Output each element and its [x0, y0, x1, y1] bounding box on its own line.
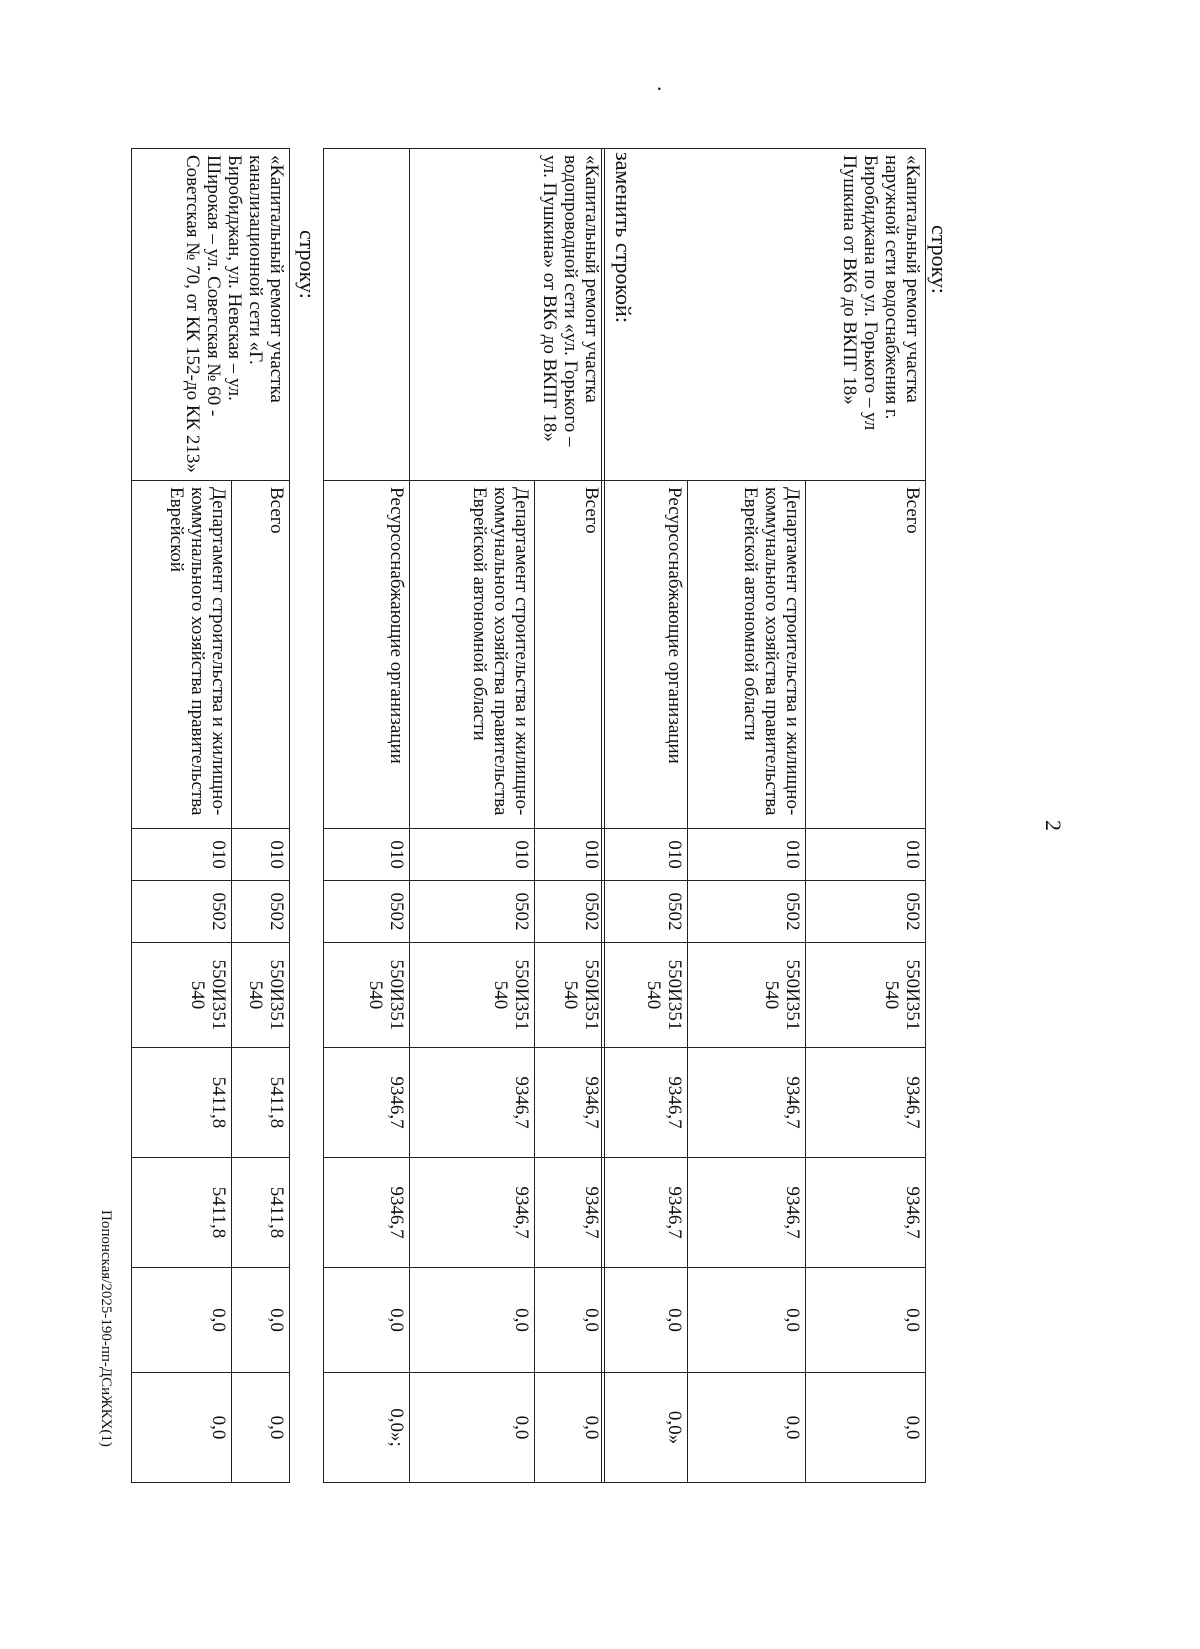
grbs-cell: 010	[602, 829, 688, 881]
executor-cell: Департамент строительства и жилищно-коммунального хозяйства правительства Еврейской автономной области	[410, 481, 535, 829]
rzpr-cell: 0502	[410, 881, 535, 943]
amount-cell: 0,0	[132, 1268, 232, 1373]
amount-cell: 9346,7	[688, 1048, 806, 1158]
amount-cell: 9346,7	[410, 1158, 535, 1268]
amount-cell: 0,0	[602, 1268, 688, 1373]
grbs-cell: 010	[132, 829, 232, 881]
executor-cell: Всего	[232, 481, 290, 829]
csr-cell: 550И351 540	[535, 943, 605, 1048]
amount-cell: 5411,8	[132, 1048, 232, 1158]
executor-cell: Всего	[535, 481, 605, 829]
rzpr-cell: 0502	[324, 881, 410, 943]
amount-cell: 0,0	[688, 1373, 806, 1483]
section-caption-3: строку:	[295, 230, 320, 299]
rzpr-cell: 0502	[688, 881, 806, 943]
table-row	[806, 149, 926, 1483]
grbs-cell: 010	[324, 829, 410, 881]
amount-cell: 9346,7	[410, 1048, 535, 1158]
amount-cell: 0,0	[535, 1268, 605, 1373]
rzpr-cell: 0502	[806, 881, 926, 943]
csr-cell: 550И351 540	[806, 943, 926, 1048]
amount-cell: 0,0	[410, 1268, 535, 1373]
amount-cell: 9346,7	[602, 1158, 688, 1268]
budget-table-1	[601, 148, 926, 1483]
amount-cell: 9346,7	[535, 1158, 605, 1268]
executor-cell: Ресурсоснабжающие организации	[602, 481, 688, 829]
grbs-cell: 010	[535, 829, 605, 881]
amount-cell: 0,0	[410, 1373, 535, 1483]
rzpr-cell: 0502	[602, 881, 688, 943]
table-row	[232, 149, 290, 1483]
csr-cell: 550И351 540	[688, 943, 806, 1048]
measure-name-cell: «Капитальный ремонт участка наружной сети водоснабжения г. Биробиджана по ул. Горького – ул Пушкина от ВК6 до ВКПГ 18»	[602, 149, 926, 481]
amount-cell: 5411,8	[232, 1158, 290, 1268]
amount-cell: 0,0	[132, 1373, 232, 1483]
amount-cell: 0,0	[324, 1268, 410, 1373]
amount-cell: 0,0	[688, 1268, 806, 1373]
table-row	[324, 149, 410, 1483]
rzpr-cell: 0502	[232, 881, 290, 943]
amount-cell: 0,0	[806, 1268, 926, 1373]
amount-cell: 0,0	[535, 1373, 605, 1483]
amount-cell: 9346,7	[324, 1158, 410, 1268]
csr-cell: 550И351 540	[232, 943, 290, 1048]
measure-name-cell: «Капитальный ремонт участка канализационной сети «Г. Биробиджан, ул. Невская – ул. Широкая – ул. Советская № 60 - Советская № 70, от КК 152-до КК 213»	[132, 149, 290, 481]
budget-table-3	[131, 148, 290, 1483]
amount-cell: 0,0	[806, 1373, 926, 1483]
grbs-cell: 010	[410, 829, 535, 881]
amount-cell: 0,0»;	[324, 1373, 410, 1483]
grbs-cell: 010	[806, 829, 926, 881]
executor-cell: Департамент строительства и жилищно-коммунального хозяйства правительства Еврейской автономной области	[688, 481, 806, 829]
amount-cell: 5411,8	[132, 1158, 232, 1268]
amount-cell: 9346,7	[535, 1048, 605, 1158]
rzpr-cell: 0502	[535, 881, 605, 943]
amount-cell: 9346,7	[806, 1048, 926, 1158]
amount-cell: 5411,8	[232, 1048, 290, 1158]
amount-cell: 9346,7	[602, 1048, 688, 1158]
section-caption-1: строку:	[927, 225, 952, 294]
budget-table-2	[323, 148, 605, 1483]
csr-cell: 550И351 540	[132, 943, 232, 1048]
amount-cell: 9346,7	[806, 1158, 926, 1268]
csr-cell: 550И351 540	[324, 943, 410, 1048]
executor-cell: Департамент строительства и жилищно-коммунального хозяйства правительства Еврейской	[132, 481, 232, 829]
csr-cell: 550И351 540	[410, 943, 535, 1048]
amount-cell: 0,0»	[602, 1373, 688, 1483]
grbs-cell: 010	[232, 829, 290, 881]
amount-cell: 0,0	[232, 1373, 290, 1483]
table-row	[535, 149, 605, 1483]
rzpr-cell: 0502	[132, 881, 232, 943]
page-number: 2	[1041, 820, 1066, 831]
amount-cell: 0,0	[232, 1268, 290, 1373]
amount-cell: 9346,7	[324, 1048, 410, 1158]
measure-name-cell: «Капитальный ремонт участка водопроводной сети «ул. Горького – ул. Пушкина» от ВК6 до ВКПГ 18»	[410, 149, 605, 481]
csr-cell: 550И351 540	[602, 943, 688, 1048]
document-footer-code: Попонская/2025-190-пп-ДСиЖКХ(1)	[98, 1210, 114, 1447]
executor-cell: Всего	[806, 481, 926, 829]
header-dot: .	[653, 86, 678, 92]
section-caption-2: заменить строкой:	[611, 152, 636, 323]
grbs-cell: 010	[688, 829, 806, 881]
measure-name-continuation	[324, 149, 410, 481]
executor-cell: Ресурсоснабжающие организации	[324, 481, 410, 829]
amount-cell: 9346,7	[688, 1158, 806, 1268]
